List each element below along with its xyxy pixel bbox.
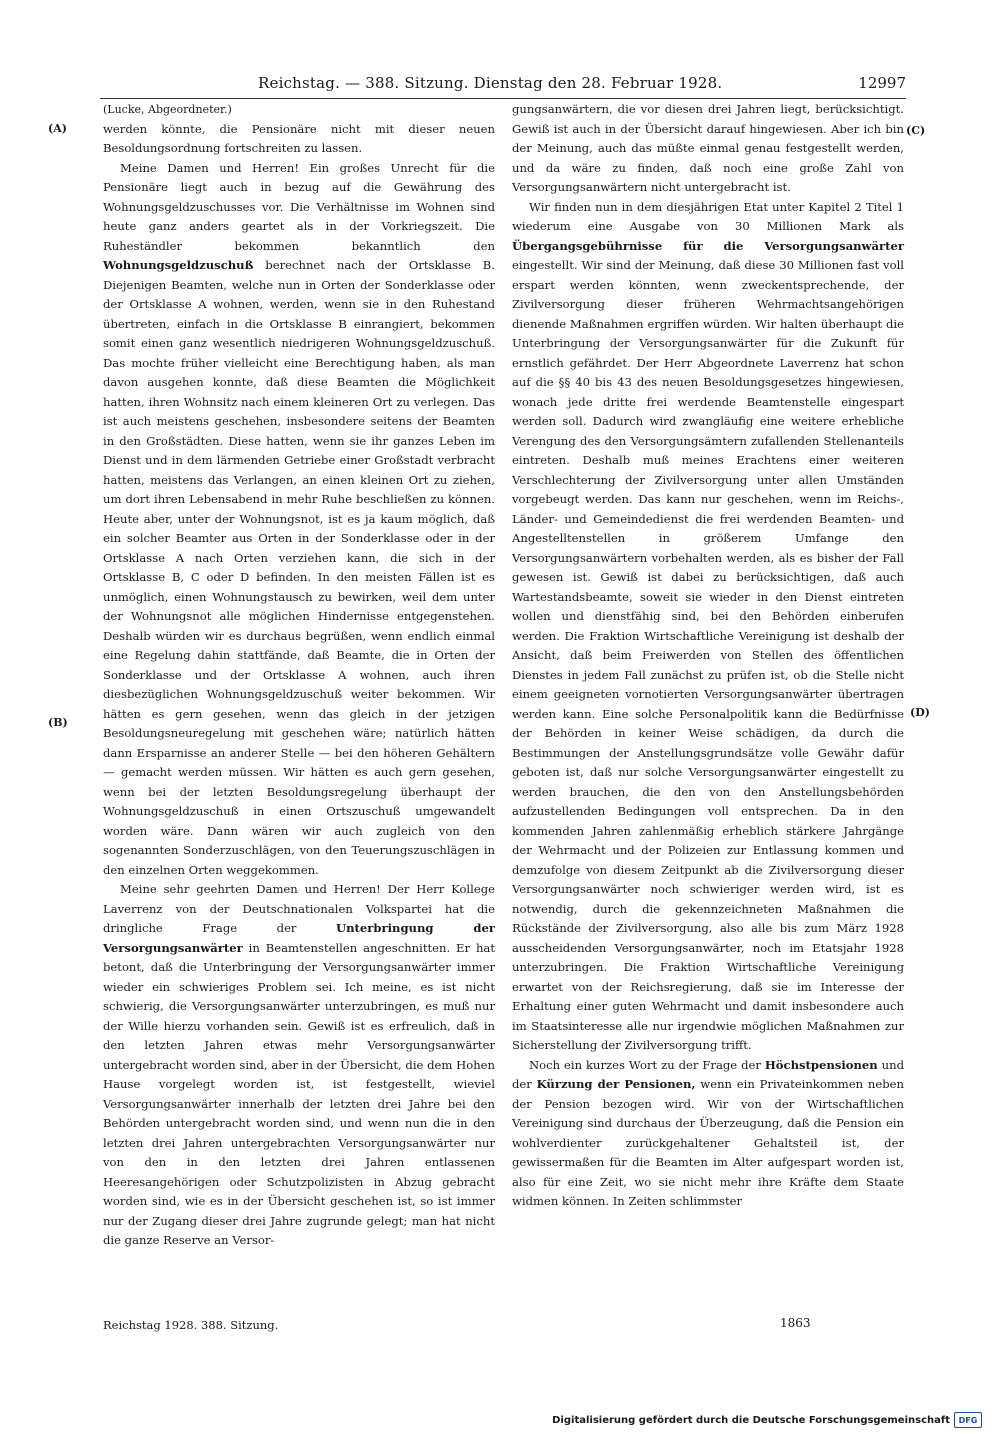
footer-page-number: 1863 <box>780 1316 811 1330</box>
right-paragraph-2 <box>512 198 904 1056</box>
text-run: Wir finden nun in dem diesjährigen Etat unter Kapitel 2 Titel 1 wiederum eine Ausgabe von 30 Millionen Mark als <box>512 199 904 233</box>
margin-marker-d: (D) <box>910 706 930 719</box>
right-paragraph-1: gungsanwärtern, die vor diesen drei Jahren liegt, berücksichtigt. Gewiß ist auch in der Übersicht darauf hingewiesen. Aber ich bin der Meinung, auch das müßte einmal genau festgestellt werden, und da wäre zu finden, daß noch eine große Zahl von Versorgungsanwärtern nicht untergebracht ist. <box>512 102 904 194</box>
page-number: 12997 <box>858 74 906 92</box>
header-title: Reichstag. — 388. Sitzung. Dienstag den 28. Februar 1928. <box>258 74 723 92</box>
text-run: wenn ein Privateinkommen neben der Pension bezogen wird. Wir von der Wirtschaftlichen Vereinigung sind durchaus der Überzeugung, daß die Pension ein wohlverdienter zurückgehaltener Gehaltsteil ist, der gewissermaßen für die Beamten im Alter aufgespart worden ist, also für eine Zeit, wo sie nicht mehr ihre Kräfte dem Staate widmen können. In Zeiten schlimmster <box>512 1077 904 1208</box>
text-run: Noch ein kurzes Wort zu der Frage der <box>529 1057 765 1072</box>
emphasis-unterbringung: Unterbringung der Versorgungsanwärter <box>103 921 495 955</box>
margin-marker-b: (B) <box>48 716 68 729</box>
margin-marker-a: (A) <box>48 122 67 135</box>
emphasis-uebergangsgebuehrnisse: Übergangsgebührnisse für die Versorgungsanwärter <box>512 238 904 253</box>
emphasis-hoechstpensionen: Höchstpensionen <box>764 1057 878 1072</box>
emphasis-wohnungsgeldzuschuss: Wohnungsgeldzuschuß <box>103 258 254 272</box>
left-paragraph-2 <box>103 159 495 881</box>
digitization-text: Digitalisierung gefördert durch die Deutsche Forschungsgemeinschaft <box>552 1414 950 1426</box>
margin-marker-c: (C) <box>906 124 926 137</box>
left-column <box>103 100 495 1251</box>
right-column <box>512 100 904 1212</box>
text-run: und der <box>512 1057 905 1091</box>
text-run: Meine sehr geehrten Damen und Herren! Der Herr Kollege Laverrenz von der Deutschnationalen Volkspartei hat die dringliche Frage der <box>103 882 495 935</box>
text-run: eingestellt. Wir sind der Meinung, daß diese 30 Millionen fast voll erspart werden könnten, wenn zweckentsprechende, der Zivilversorgung dieser früheren Wehrmachtsangehörigen dienende Maßnahmen ergriffen würden. Wir halten überhaupt die Unterbringung der Versorgungsanwärter für die Zukunft für ernstlich gefährdet. Der Herr Abgeordnete Laverrenz hat schon auf die §§ 40 bis 43 des neuen Besoldungsgesetzes hingewiesen, wonach jede dritte frei werdende Beamtenstelle eingespart werden soll. Dadurch wird zwangläufig eine weitere erhebliche Verengung des den Versorgungsämtern zufallenden Stellenanteils eintreten. Deshalb muß meines Erachtens einer weiteren Verschlechterung der Zivilversorgung unter allen Umständen vorgebeugt werden. Das kann nur geschehen, wenn im Reichs-, Länder- und Gemeindedienst die frei werdenden Beamten- und Angestelltenstellen in größerem Umfange den Versorgungsanwärtern vorbehalten werden, als es bisher der Fall gewesen ist. Gewiß ist dabei zu berücksichtigen, daß auch Wartestandsbeamte, soweit sie wieder in den Dienst eintreten wollen und dienstfähig sind, bei den Behörden einberufen werden. Die Fraktion Wirtschaftliche Vereinigung ist deshalb der Ansicht, daß beim Freiwerden von Stellen des öffentlichen Dienstes in jedem Fall zunächst zu prüfen ist, ob die Stelle nicht einem geeigneten vornotierten Versorgungsanwärter übertragen werden kann. Eine solche Personalpolitik kann die Bedürfnisse der Behörden in keiner Weise schädigen, da durch die Bestimmungen der Anstellungsgrundsätze volle Gewähr dafür geboten ist, daß nur solche Versorgungsanwärter eingestellt zu werden brauchen, die den von den Anstellungsbehörden aufzustellenden Bedingungen voll entsprechen. Da in den kommenden Jahren zahlenmäßig erheblich stärkere Jahrgänge der Wehrmacht und der Polizeien zur Entlassung kommen und demzufolge von diesem Zeitpunkt ab die Zivilversorgung dieser Versorgungsanwärter noch schwieriger werden wird, ist es notwendig, durch die gekennzeichneten Maßnahmen die Rückstände der Zivilversorgung, also alle bis zum März 1928 ausscheidenden Versorgungsanwärter, noch im Etatsjahr 1928 unterzubringen. Die Fraktion Wirtschaftliche Vereinigung erwartet von der Reichsregierung, daß sie im Interesse der Erhaltung einer guten Wehrmacht und damit insbesondere auch im Staatsinteresse alle nur irgendwie möglichen Maßnahmen zur Sicherstellung der Zivilversorgung trifft. <box>512 258 904 1052</box>
speaker-label: (Lucke, Abgeordneter.) <box>103 103 232 116</box>
digitization-note <box>552 1412 982 1428</box>
left-paragraph-1: werden könnte, die Pensionäre nicht mit dieser neuen Besoldungsordnung fortschreiten zu lassen. <box>103 121 495 155</box>
left-paragraph-3 <box>103 880 495 1251</box>
text-run: Meine Damen und Herren! Ein großes Unrecht für die Pensionäre liegt auch in bezug auf die Gewährung des Wohnungsgeldzuschusses vor. Die Verhältnisse im Wohnen sind heute ganz anders geartet als in der Vorkriegszeit. Die Ruheständler bekommen bekanntlich den <box>103 160 495 253</box>
page-header <box>100 74 906 99</box>
footer-session: Reichstag 1928. 388. Sitzung. <box>103 1318 279 1332</box>
text-run: berechnet nach der Ortsklasse B. Diejenigen Beamten, welche nun in Orten der Sonderklasse oder der Ortsklasse A wohnen, werden, wenn sie in den Ruhestand übertreten, einfach in die Ortsklasse B einrangiert, bekommen somit einen ganz wesentlich niedrigeren Wohnungsgeldzuschuß. Das mochte früher vielleicht eine Berechtigung haben, als man davon ausgehen konnte, daß diese Beamten die Möglichkeit hatten, ihren Wohnsitz nach einem kleineren Ort zu verlegen. Das ist auch meistens geschehen, insbesondere seitens der Beamten in den Großstädten. Diese hatten, wenn sie ihr ganzes Leben im Dienst und in dem lärmenden Getriebe einer Großstadt verbracht hatten, meistens das Verlangen, an einen kleinen Ort zu ziehen, um dort ihren Lebensabend in mehr Ruhe beschließen zu können. Heute aber, unter der Wohnungsnot, ist es ja kaum möglich, daß ein solcher Beamter aus Orten in der Sonderklasse oder in der Ortsklasse A nach Orten verziehen kann, die sich in der Ortsklasse B, C oder D befinden. In den meisten Fällen ist es unmöglich, einen Wohnungstausch zu bewirken, weil dem unter der Wohnungsnot alle möglichen Hindernisse entgegenstehen. Deshalb würden wir es durchaus begrüßen, wenn endlich einmal eine Regelung dahin stattfände, daß Beamte, die in Orten der Sonderklasse und der Ortsklasse A wohnen, auch ihren diesbezüglichen Wohnungsgeldzuschuß weiter bekommen. Wir hätten es gern gesehen, wenn das gleich in der jetzigen Besoldungsneuregelung mit geschehen wäre; natürlich hätten dann Ersparnisse an anderer Stelle — bei den höheren Gehältern — gemacht werden müssen. Wir hätten es auch gern gesehen, wenn bei der letzten Besoldungsregelung überhaupt der Wohnungsgeldzuschuß in einen Ortszuschuß umgewandelt worden wäre. Dann wären wir auch zugleich von den sogenannten Sonderzuschlägen, von den Teuerungszuschlägen in den einzelnen Orten weggekommen. <box>103 258 495 877</box>
dfg-logo-icon: DFG <box>954 1412 982 1428</box>
text-run: in Beamtenstellen angeschnitten. Er hat betont, daß die Unterbringung der Versorgungsanwärter immer wieder ein schwieriges Problem sei. Ich meine, es ist nicht schwierig, die Versorgungsanwärter unterzubringen, es muß nur der Wille hierzu vorhanden sein. Gewiß ist es erfreulich, daß in den letzten Jahren etwas mehr Versorgungsanwärter untergebracht worden sind, aber in der Übersicht, die dem Hohen Hause vorgelegt worden ist, ist festgestellt, wieviel Versorgungsanwärter innerhalb der letzten drei Jahre bei den Behörden untergebracht worden sind, und wenn nun die in den letzten drei Jahren untergebrachten Versorgungsanwärter nur von den in den letzten drei Jahren entlassenen Heeresangehörigen oder Schutzpolizisten in Abzug gebracht worden sind, wie es in der Übersicht geschehen ist, so ist immer nur der Zugang dieser drei Jahre zugrunde gelegt; man hat nicht die ganze Reserve an Versor- <box>103 940 495 1247</box>
emphasis-kuerzung: Kürzung der Pensionen, <box>536 1077 696 1091</box>
right-paragraph-3 <box>512 1056 904 1212</box>
